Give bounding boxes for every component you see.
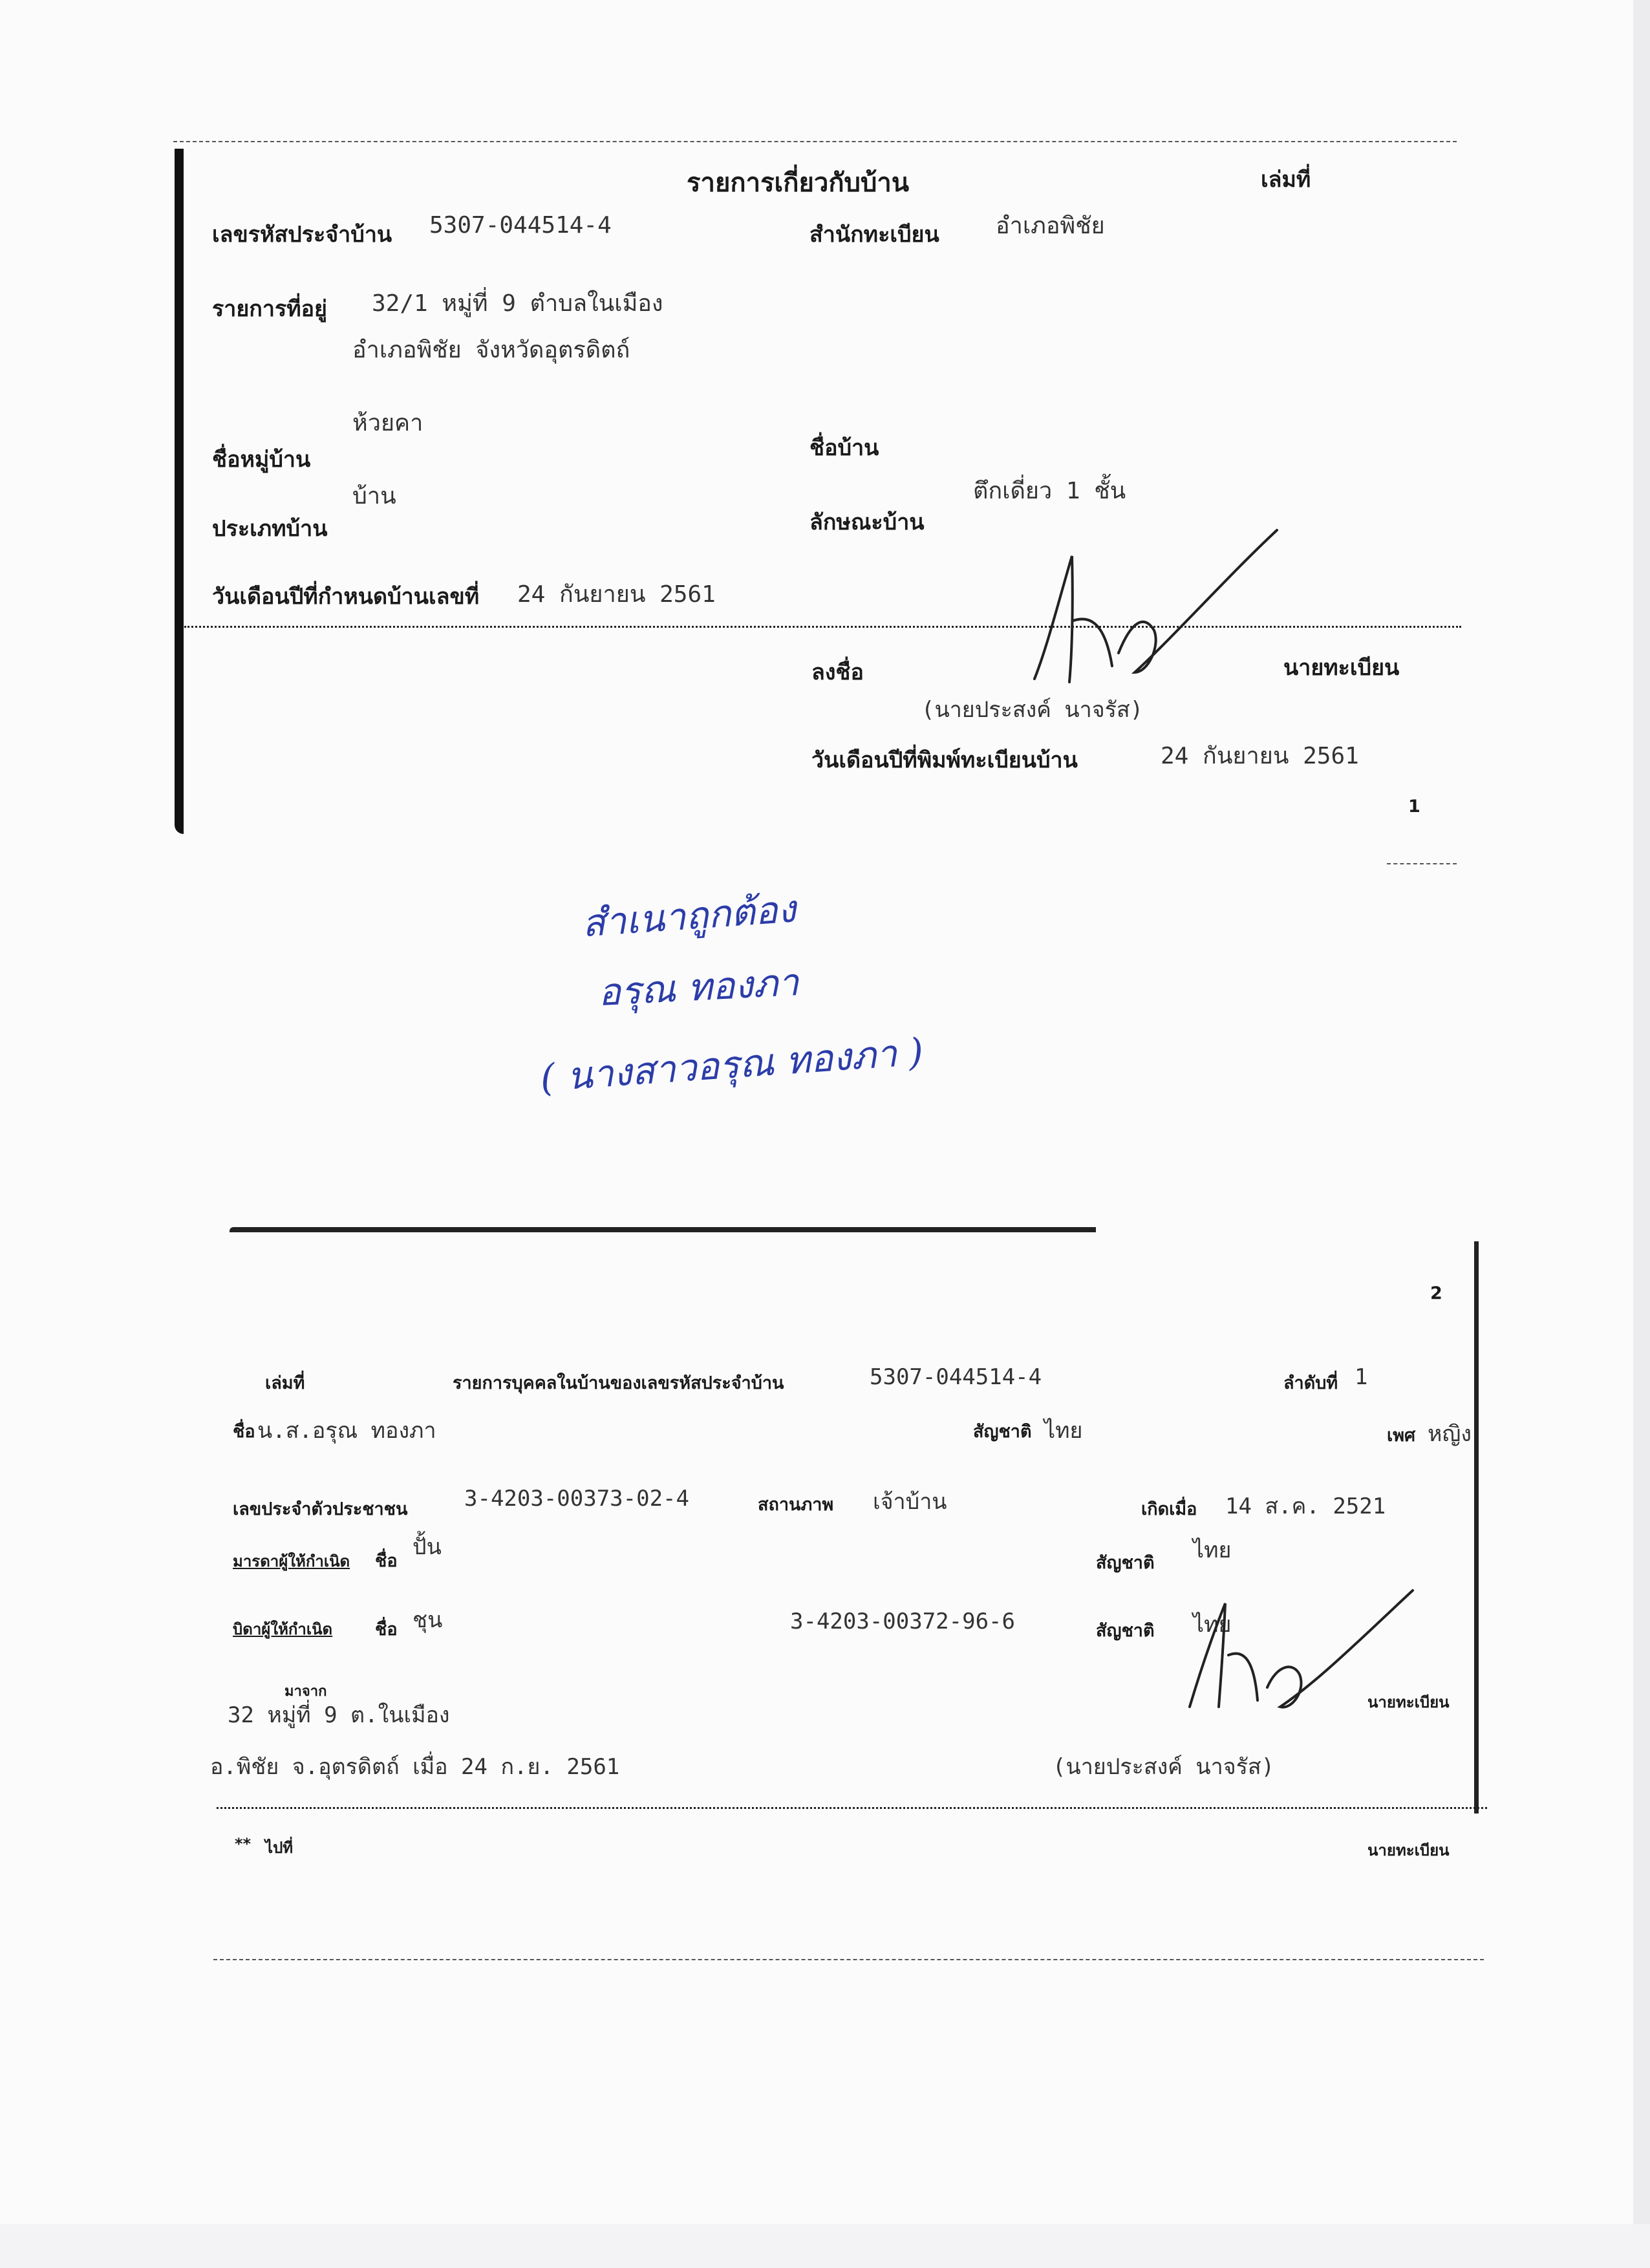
person-name-value: น.ส.อรุณ ทองภา — [257, 1418, 436, 1444]
id-number-label: เลขประจำตัวประชาชน — [233, 1499, 408, 1519]
card1-title: รายการเกี่ยวกับบ้าน — [687, 168, 910, 198]
certified-copy-text: สำเนาถูกต้อง — [581, 886, 798, 946]
address-line1: 32/1 หมู่ที่ 9 ตำบลในเมือง — [372, 290, 663, 317]
registrar-label-1: นายทะเบียน — [1283, 655, 1400, 681]
father-name-value: ชุน — [412, 1607, 443, 1633]
village-value: ห้วยคา — [352, 410, 423, 436]
person-nationality-label: สัญชาติ — [973, 1422, 1032, 1442]
person-name-label: ชื่อ — [233, 1422, 255, 1442]
registrar-label-2: นายทะเบียน — [1367, 1693, 1450, 1711]
born-label: เกิดเมื่อ — [1141, 1499, 1197, 1519]
house-name-label: ชื่อบ้าน — [809, 435, 879, 461]
father-id-value: 3-4203-00372-96-6 — [790, 1609, 1015, 1634]
father-nationality-label: สัญชาติ — [1096, 1621, 1155, 1641]
house-type-value: บ้าน — [352, 483, 396, 509]
id-number-value: 3-4203-00373-02-4 — [464, 1486, 689, 1512]
card1-bottom-rule — [1387, 863, 1457, 864]
card2-top-border — [230, 1227, 1096, 1232]
card2-book-label: เล่มที่ — [265, 1373, 305, 1393]
father-name-label: ชื่อ — [375, 1620, 398, 1640]
page-number-2: 2 — [1430, 1283, 1442, 1303]
born-value: 14 ส.ค. 2521 — [1225, 1493, 1386, 1519]
registrar-label-3: นายทะเบียน — [1367, 1841, 1450, 1859]
card2-right-border — [1474, 1241, 1479, 1813]
mother-label: มารดาผู้ให้กำเนิด — [233, 1552, 350, 1570]
status-value: เจ้าบ้าน — [873, 1489, 947, 1515]
house-style-value: ตึกเดี่ยว 1 ชั้น — [973, 478, 1126, 504]
page-number-1: 1 — [1408, 797, 1420, 817]
registrar-signature-1 — [1022, 517, 1293, 705]
father-label: บิดาผู้ให้กำเนิด — [233, 1620, 333, 1638]
card2-house-code: 5307-044514-4 — [870, 1364, 1042, 1390]
mother-name-label: ชื่อ — [375, 1551, 398, 1571]
moved-from-label: มาจาก — [284, 1684, 327, 1700]
sex-value: หญิง — [1428, 1421, 1472, 1447]
status-label: สถานภาพ — [758, 1495, 834, 1515]
sign-label: ลงชื่อ — [811, 659, 864, 685]
card2-dotted-divider — [217, 1807, 1487, 1809]
office-value: อำเภอพิชัย — [996, 213, 1105, 239]
order-value: 1 — [1355, 1364, 1368, 1390]
move-from-address-line1: 32 หมู่ที่ 9 ต.ในเมือง — [228, 1702, 450, 1728]
office-label: สำนักทะเบียน — [809, 222, 939, 248]
moved-to-label: ไปที่ — [265, 1839, 294, 1857]
card2-bottom-rule — [213, 1959, 1484, 1960]
house-code-label: เลขรหัสประจำบ้าน — [212, 222, 392, 248]
print-date-value: 24 กันยายน 2561 — [1161, 743, 1359, 769]
certifier-signature-text: อรุณ ทองภา — [597, 959, 800, 1015]
move-from-address-line2: อ.พิชัย จ.อุตรดิตถ์ เมื่อ 24 ก.ย. 2561 — [210, 1754, 620, 1780]
father-nationality-value: ไทย — [1193, 1612, 1232, 1638]
card1-book-label: เล่มที่ — [1261, 167, 1311, 193]
person-nationality-value: ไทย — [1044, 1418, 1083, 1444]
village-label: ชื่อหมู่บ้าน — [212, 447, 311, 473]
house-code-value: 5307-044514-4 — [429, 212, 612, 239]
print-date-label: วันเดือนปีที่พิมพ์ทะเบียนบ้าน — [811, 747, 1078, 773]
sex-label: เพศ — [1387, 1426, 1416, 1446]
mother-nationality-value: ไทย — [1193, 1537, 1232, 1563]
mother-name-value: ปั้น — [412, 1534, 442, 1560]
paper-edge — [1633, 0, 1650, 2268]
moved-to-marker: ** — [235, 1835, 252, 1853]
assigned-date-value: 24 กันยายน 2561 — [517, 581, 716, 608]
address-line2: อำเภอพิชัย จังหวัดอุตรดิตถ์ — [352, 337, 630, 363]
assigned-date-label: วันเดือนปีที่กำหนดบ้านเลขที่ — [212, 584, 480, 610]
registrar-name-1: (นายประสงค์ นาจรัส) — [921, 697, 1144, 723]
paper-bottom-fold — [0, 2224, 1650, 2268]
address-label: รายการที่อยู่ — [212, 296, 327, 322]
house-style-label: ลักษณะบ้าน — [809, 509, 925, 535]
card1-top-rule — [173, 141, 1457, 142]
card1-left-border — [175, 149, 184, 834]
registrar-name-2: (นายประสงค์ นาจรัส) — [1053, 1754, 1275, 1780]
order-label: ลำดับที่ — [1283, 1373, 1338, 1393]
house-type-label: ประเภทบ้าน — [212, 516, 328, 542]
card2-title: รายการบุคคลในบ้านของเลขรหัสประจำบ้าน — [453, 1373, 784, 1393]
mother-nationality-label: สัญชาติ — [1096, 1553, 1155, 1573]
certifier-full-name: ( นางสาวอรุณ ทองภา ) — [539, 1029, 925, 1100]
